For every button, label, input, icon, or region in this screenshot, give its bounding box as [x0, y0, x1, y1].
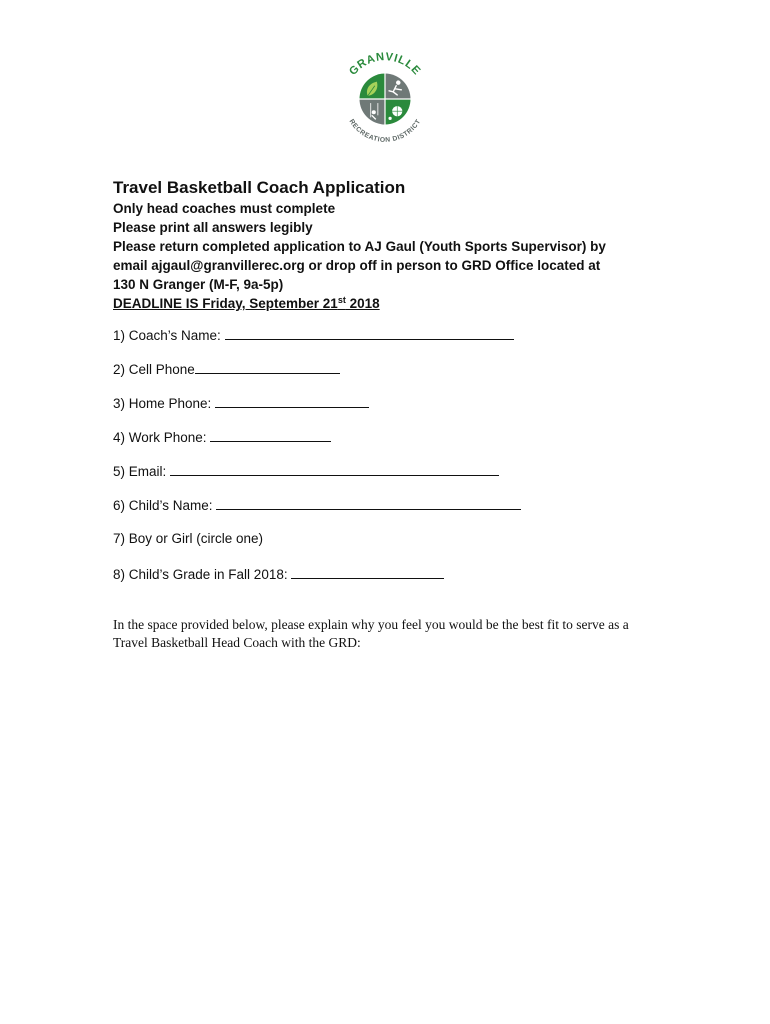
- question-boy-or-girl: [113, 530, 263, 548]
- essay-answer-area[interactable]: [113, 660, 653, 1000]
- instruction-line: email ajgaul@granvillerec.org or drop off in person to GRD Office located at: [113, 258, 601, 273]
- question-home-phone: 3) Home Phone:: [113, 393, 369, 413]
- instruction-line: Only head coaches must complete: [113, 201, 336, 216]
- granville-recreation-district-logo: [334, 48, 436, 150]
- email-field[interactable]: [170, 461, 499, 476]
- question-cell-phone: 2) Cell Phone: [113, 359, 340, 379]
- logo-top-text: GRANVILLE: [347, 51, 423, 78]
- logo-bottom-text: RECREATION DISTRICT: [347, 118, 423, 144]
- work-phone-field[interactable]: [210, 427, 331, 442]
- cell-phone-field[interactable]: [195, 359, 340, 374]
- child-grade-field[interactable]: [291, 564, 444, 579]
- form-header: [113, 178, 673, 313]
- deadline-notice: DEADLINE IS Friday, September 21st 2018: [113, 295, 380, 311]
- logo-quadrants: [360, 74, 411, 125]
- instruction-line: Please print all answers legibly: [113, 220, 313, 235]
- question-email: 5) Email:: [113, 461, 499, 481]
- instruction-line: Please return completed application to AJ Gaul (Youth Sports Supervisor) by: [113, 239, 606, 254]
- form-title: Travel Basketball Coach Application: [113, 178, 406, 197]
- essay-prompt: In the space provided below, please explain why you feel you would be the best fit to serve as a Travel Basketball Head Coach with the GRD:: [113, 617, 629, 650]
- question-work-phone: 4) Work Phone:: [113, 427, 331, 447]
- boy-or-girl-choice[interactable]: 7) Boy or Girl (circle one): [113, 531, 264, 546]
- child-name-field[interactable]: [216, 495, 521, 510]
- question-child-grade: 8) Child’s Grade in Fall 2018:: [113, 564, 444, 584]
- home-phone-field[interactable]: [215, 393, 369, 408]
- instruction-line: 130 N Granger (M-F, 9a-5p): [113, 277, 284, 292]
- coach-name-field[interactable]: [225, 325, 514, 340]
- question-coach-name: 1) Coach’s Name:: [113, 325, 514, 345]
- question-child-name: 6) Child’s Name:: [113, 495, 521, 515]
